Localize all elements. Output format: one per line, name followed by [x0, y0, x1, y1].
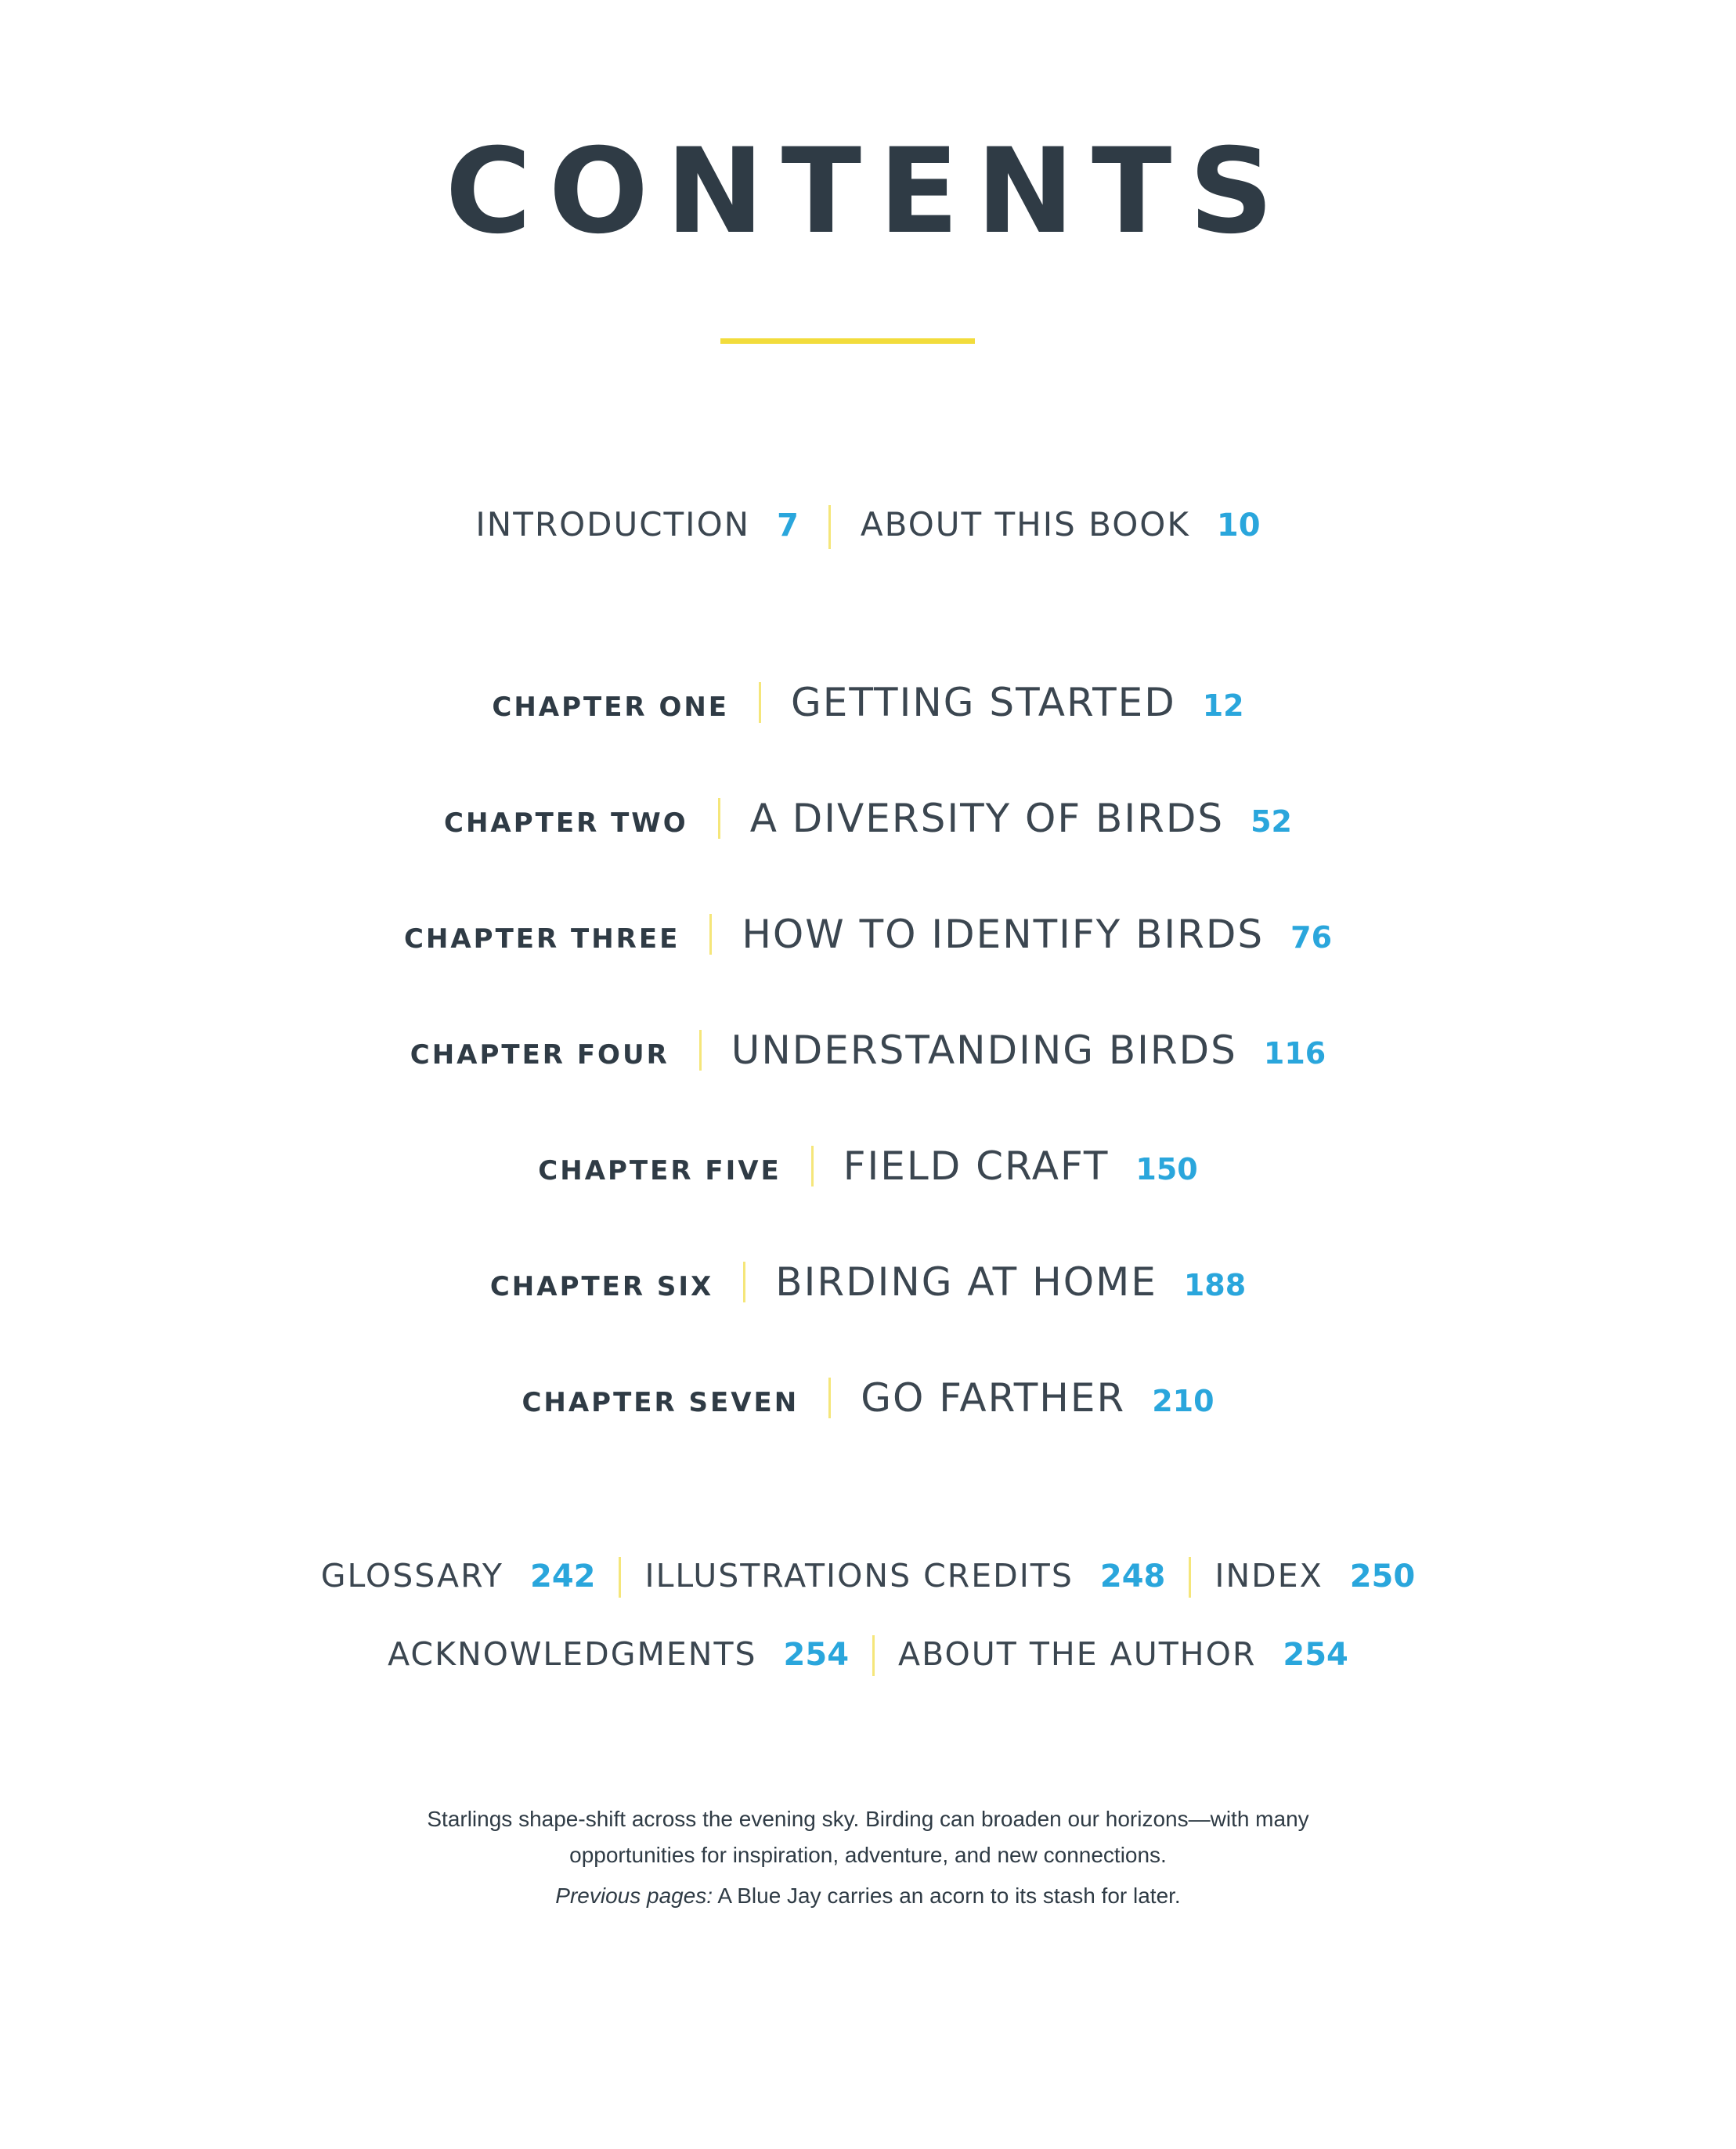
photo-caption — [0, 1801, 1736, 1873]
chapter-row-one — [0, 680, 1736, 725]
chapter-title[interactable]: BIRDING AT HOME — [775, 1259, 1157, 1305]
page-number: 248 — [1099, 1558, 1166, 1595]
chapter-title[interactable]: GETTING STARTED — [791, 680, 1176, 725]
chapter-number: CHAPTER TWO — [444, 807, 688, 839]
caption-line-2: opportunities for inspiration, adventure, and new connections. — [569, 1843, 1167, 1867]
page-number: 188 — [1183, 1268, 1247, 1302]
toc-entry-acknowledgments[interactable]: ACKNOWLEDGMENTS — [388, 1635, 757, 1673]
page-number: 150 — [1135, 1152, 1198, 1186]
chapter-number: CHAPTER ONE — [492, 692, 730, 723]
chapter-title[interactable]: GO FARTHER — [861, 1375, 1126, 1421]
page-number: 254 — [783, 1637, 850, 1673]
page-number: 52 — [1251, 804, 1292, 839]
previous-pages-text: A Blue Jay carries an acorn to its stash for later. — [713, 1884, 1181, 1908]
toc-entry-about-this-book[interactable]: ABOUT THIS BOOK — [860, 505, 1190, 544]
previous-pages-caption — [0, 1878, 1736, 1914]
page-number: 242 — [529, 1558, 596, 1595]
page-number: 250 — [1349, 1558, 1416, 1595]
page-number: 7 — [777, 507, 799, 544]
chapter-row-five — [0, 1143, 1736, 1189]
separator — [828, 1378, 831, 1418]
chapter-title[interactable]: FIELD CRAFT — [843, 1143, 1110, 1189]
title-underline — [720, 338, 975, 344]
separator — [811, 1146, 814, 1186]
separator — [828, 505, 831, 549]
caption-line-1: Starlings shape-shift across the evening sky. Birding can broaden our horizons—with many — [427, 1807, 1309, 1831]
chapter-row-six — [0, 1259, 1736, 1305]
chapter-row-three — [0, 912, 1736, 957]
page-number: 76 — [1290, 920, 1333, 955]
chapter-title[interactable]: UNDERSTANDING BIRDS — [731, 1028, 1237, 1073]
separator — [872, 1635, 875, 1676]
back-matter-row-1 — [0, 1557, 1736, 1598]
back-matter-row-2 — [0, 1635, 1736, 1676]
toc-entry-index[interactable]: INDEX — [1214, 1557, 1323, 1595]
page-number: 116 — [1263, 1036, 1326, 1071]
page-number: 210 — [1152, 1384, 1214, 1418]
separator — [759, 682, 761, 723]
separator — [619, 1557, 621, 1598]
toc-entry-glossary[interactable]: GLOSSARY — [320, 1557, 503, 1595]
page-number: 254 — [1283, 1637, 1348, 1673]
separator — [1189, 1557, 1191, 1598]
separator — [709, 914, 712, 955]
separator — [743, 1262, 745, 1302]
toc-entry-introduction[interactable]: INTRODUCTION — [475, 505, 751, 544]
chapter-number: CHAPTER FOUR — [410, 1039, 669, 1071]
separator — [699, 1030, 702, 1071]
previous-pages-label: Previous pages: — [555, 1884, 713, 1908]
chapter-row-seven — [0, 1375, 1736, 1421]
chapter-number: CHAPTER SEVEN — [522, 1387, 799, 1418]
page-title: CONTENTS — [445, 124, 1291, 260]
front-matter-row — [0, 505, 1736, 549]
chapter-title[interactable]: HOW TO IDENTIFY BIRDS — [742, 912, 1265, 957]
chapter-number: CHAPTER THREE — [403, 923, 680, 955]
chapter-title[interactable]: A DIVERSITY OF BIRDS — [749, 796, 1225, 841]
page-number: 12 — [1202, 688, 1244, 723]
chapter-row-two — [0, 796, 1736, 841]
page-number: 10 — [1216, 507, 1261, 544]
separator — [718, 798, 720, 839]
chapter-number: CHAPTER SIX — [489, 1271, 714, 1302]
toc-entry-about-the-author[interactable]: ABOUT THE AUTHOR — [898, 1635, 1257, 1673]
toc-entry-illustrations-credits[interactable]: ILLUSTRATIONS CREDITS — [644, 1557, 1074, 1595]
chapter-number: CHAPTER FIVE — [538, 1155, 781, 1186]
chapter-row-four — [0, 1028, 1736, 1073]
